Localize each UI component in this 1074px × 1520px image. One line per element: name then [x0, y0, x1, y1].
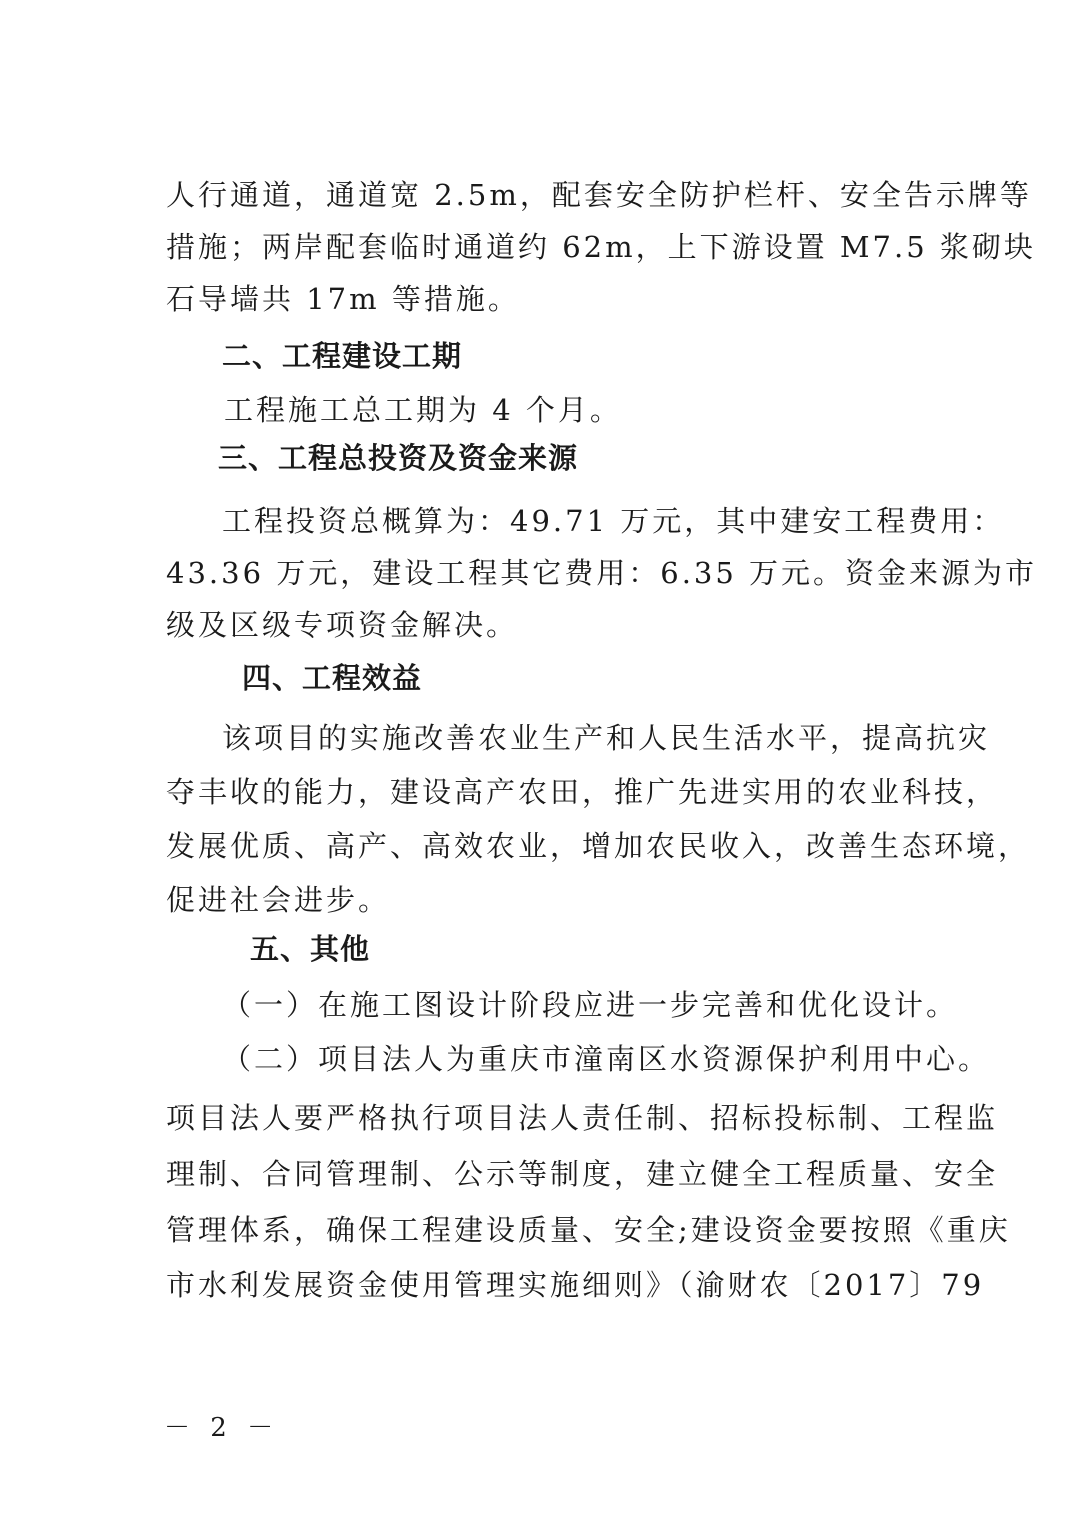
- body-line: 管理体系，确保工程建设质量、安全;建设资金要按照《重庆: [166, 1213, 1011, 1247]
- section-heading-benefits: 四、工程效益: [242, 661, 423, 695]
- body-line: 该项目的实施改善农业生产和人民生活水平，提高抗灾: [222, 721, 991, 755]
- body-line: 级及区级专项资金解决。: [166, 608, 519, 642]
- body-line: 项目法人要严格执行项目法人责任制、招标投标制、工程监: [166, 1101, 999, 1135]
- body-line: 43.36 万元，建设工程其它费用：6.35 万元。资金来源为市: [166, 556, 1038, 590]
- body-line: （二）项目法人为重庆市潼南区水资源保护利用中心。: [222, 1042, 991, 1076]
- page-number: － 2 －: [164, 1413, 280, 1443]
- body-line: 发展优质、高产、高效农业，增加农民收入，改善生态环境，: [166, 829, 1031, 863]
- body-line: 促进社会进步。: [166, 883, 391, 917]
- body-line: 人行通道，通道宽 2.5m，配套安全防护栏杆、安全告示牌等: [166, 178, 1032, 212]
- body-line: 工程施工总工期为 4 个月。: [224, 393, 622, 427]
- body-line: 措施；两岸配套临时通道约 62m，上下游设置 M7.5 浆砌块: [166, 230, 1036, 264]
- section-heading-other: 五、其他: [250, 932, 371, 966]
- body-line: 工程投资总概算为：49.71 万元，其中建安工程费用：: [222, 504, 1005, 538]
- section-heading-investment: 三、工程总投资及资金来源: [218, 441, 579, 475]
- body-line: （一）在施工图设计阶段应进一步完善和优化设计。: [222, 988, 959, 1022]
- body-line: 夺丰收的能力，建设高产农田，推广先进实用的农业科技，: [166, 775, 999, 809]
- body-line: 理制、合同管理制、公示等制度，建立健全工程质量、安全: [166, 1157, 999, 1191]
- body-line: 石导墙共 17m 等措施。: [166, 282, 520, 316]
- section-heading-schedule: 二、工程建设工期: [222, 339, 463, 373]
- body-line: 市水利发展资金使用管理实施细则》（渝财农〔2017〕79: [166, 1268, 985, 1302]
